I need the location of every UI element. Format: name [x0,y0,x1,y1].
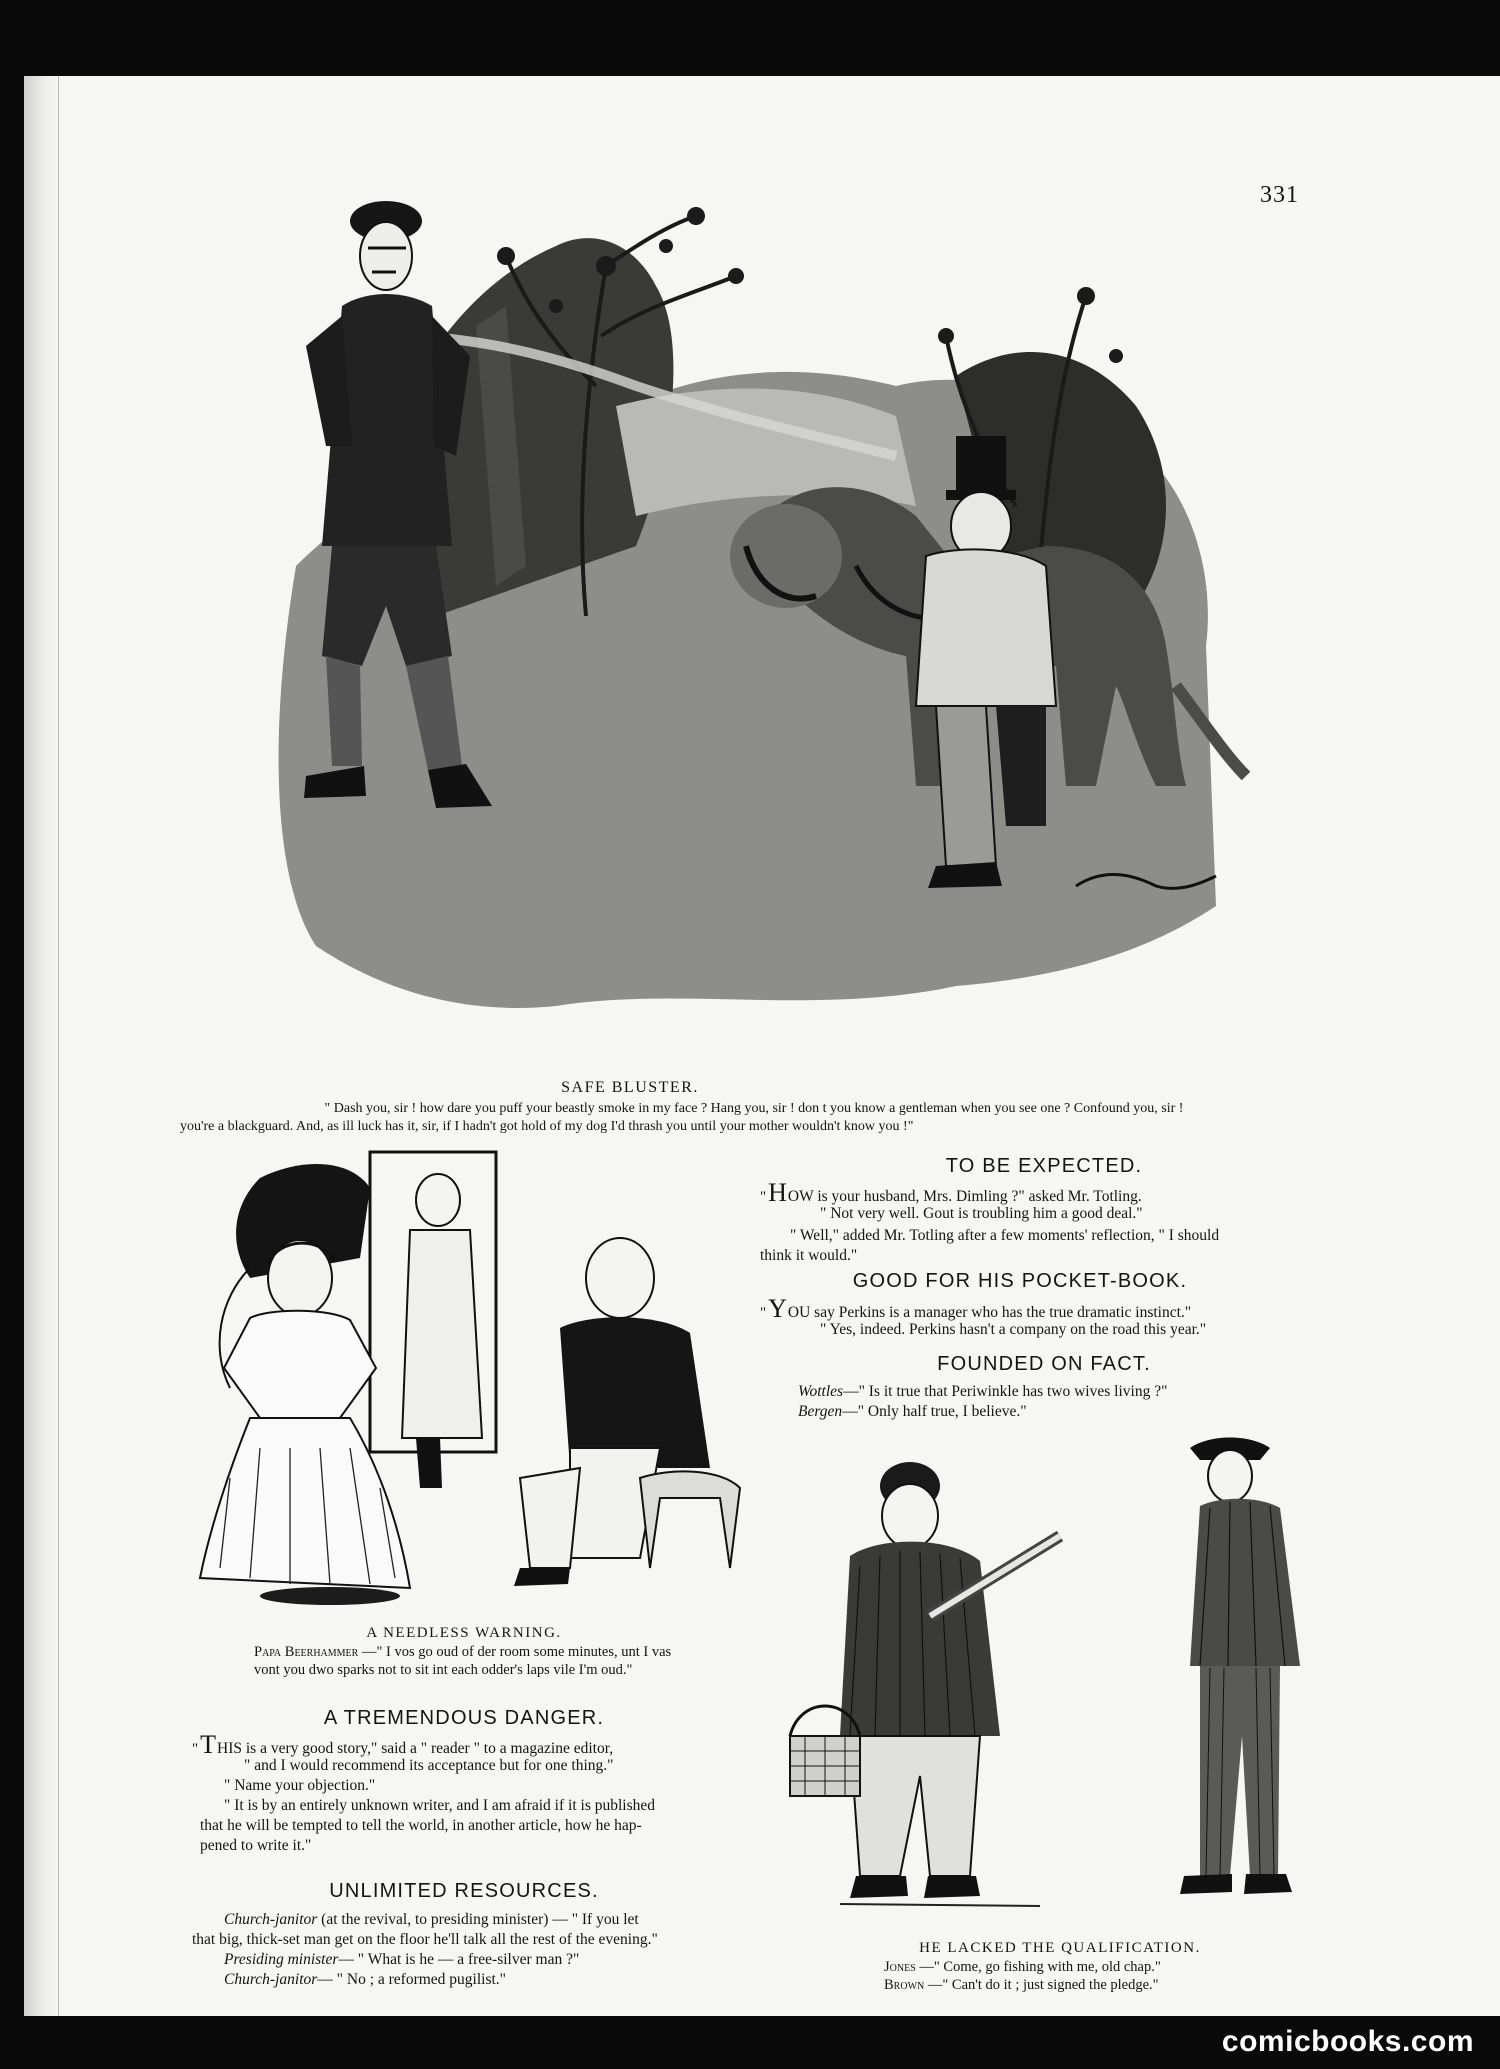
lacked-qualification-text-2: —" Can't do it ; just signed the pledge." [927,1977,1159,1993]
founded-on-fact-line-1 [798,1382,1167,1402]
safe-bluster-title: SAFE BLUSTER. [561,1079,699,1096]
needless-warning-speaker: Papa Beerhammer [254,1644,359,1660]
pocketbook-text-1: OU say Perkins is a manager who has the true dramatic instinct." [787,1304,1192,1321]
tremendous-danger-line-1: "THIS is a very good story," said a " reader " to a magazine editor, [192,1730,614,1759]
tremendous-danger-line-5: that he will be tempted to tell the world, in another article, how he hap- [200,1817,642,1834]
unlimited-resources-line-4 [224,1970,506,1990]
pocketbook-heading: GOOD FOR HIS POCKET-BOOK. [852,1270,1188,1292]
to-be-expected-line-4: think it would." [760,1247,858,1264]
needless-warning-line-1 [254,1643,671,1661]
unlimited-resources-speaker-3: Church-janitor [224,1971,318,1988]
founded-on-fact-speaker-2: Bergen [798,1403,843,1420]
page-number: 331 [1260,182,1299,208]
tremendous-danger-line-2: " and I would recommend its acceptance but for one thing." [244,1757,614,1774]
to-be-expected-line-3: " Well," added Mr. Totling after a few moments' reflection, " I should [790,1227,1220,1244]
founded-on-fact-text-2: —" Only half true, I believe." [842,1403,1027,1420]
site-watermark: comicbooks.com [1221,2025,1474,2058]
founded-on-fact-text-1: —" Is it true that Periwinkle has two wives living ?" [843,1383,1168,1400]
tremendous-danger-line-4: " It is by an entirely unknown writer, and I am afraid if it is published [224,1797,655,1814]
unlimited-resources-line-2: that big, thick-set man get on the floor he'll talk all the rest of the evening." [192,1931,658,1948]
unlimited-resources-line-3 [224,1950,579,1970]
magazine-page [24,76,1500,2016]
needless-warning-illustration [190,1148,750,1618]
lacked-qualification-line-1 [884,1958,1161,1976]
founded-on-fact-speaker-1: Wottles [798,1383,844,1400]
lacked-qualification-speaker-2: Brown [884,1977,925,1993]
safe-bluster-illustration [256,186,1276,1066]
tremendous-danger-line-3: " Name your objection." [224,1777,376,1794]
tremendous-danger-text-1: HIS is a very good story," said a " reader " to a magazine editor, [217,1740,614,1757]
unlimited-resources-text-1: (at the revival, to presiding minister) — " If you let [321,1911,639,1928]
unlimited-resources-speaker-1: Church-janitor [224,1911,318,1928]
tremendous-danger-heading: A TREMENDOUS DANGER. [323,1707,605,1729]
to-be-expected-line-1: "HOW is your husband, Mrs. Dimling ?" asked Mr. Totling. [760,1178,1142,1207]
unlimited-resources-text-2: — " What is he — a free-silver man ?" [338,1951,580,1968]
lacked-qualification-line-2 [884,1976,1159,1994]
to-be-expected-text-1: OW is your husband, Mrs. Dimling ?" asked Mr. Totling. [787,1188,1142,1205]
needless-warning-title: A NEEDLESS WARNING. [366,1625,562,1641]
unlimited-resources-text-3: — " No ; a reformed pugilist." [317,1971,507,1988]
to-be-expected-line-2: " Not very well. Gout is troubling him a good deal." [820,1205,1143,1222]
needless-warning-speech-1: —" I vos go oud of der room some minutes, unt I vas [361,1644,672,1660]
lacked-qualification-illustration [780,1436,1346,1926]
founded-on-fact-heading: FOUNDED ON FACT. [937,1353,1151,1375]
unlimited-resources-line-1 [224,1910,639,1930]
safe-bluster-line-1: " Dash you, sir ! how dare you puff your beastly smoke in my face ? Hang you, sir ! don t you know a gentleman when you see one ? Confound you, sir ! [324,1101,1184,1116]
tremendous-danger-line-6: pened to write it." [200,1837,312,1854]
pocketbook-line-2: " Yes, indeed. Perkins hasn't a company on the road this year." [820,1321,1207,1338]
lacked-qualification-text-1: —" Come, go fishing with me, old chap." [919,1959,1161,1975]
needless-warning-line-2: vont you dwo sparks not to sit int each odder's laps vile I'm oud." [254,1662,633,1678]
unlimited-resources-heading: UNLIMITED RESOURCES. [329,1880,599,1902]
to-be-expected-heading: TO BE EXPECTED. [945,1155,1143,1177]
unlimited-resources-speaker-2: Presiding minister [224,1951,339,1968]
safe-bluster-line-2: you're a blackguard. And, as ill luck has it, sir, if I hadn't got hold of my dog I'd thrash you until your mother wouldn't know you !" [180,1119,914,1134]
lacked-qualification-title: HE LACKED THE QUALIFICATION. [919,1940,1201,1956]
founded-on-fact-line-2 [798,1402,1027,1422]
page-spine [24,76,59,2016]
pocketbook-line-1: "YOU say Perkins is a manager who has the true dramatic instinct." [760,1294,1192,1323]
lacked-qualification-speaker-1: Jones [884,1959,916,1975]
